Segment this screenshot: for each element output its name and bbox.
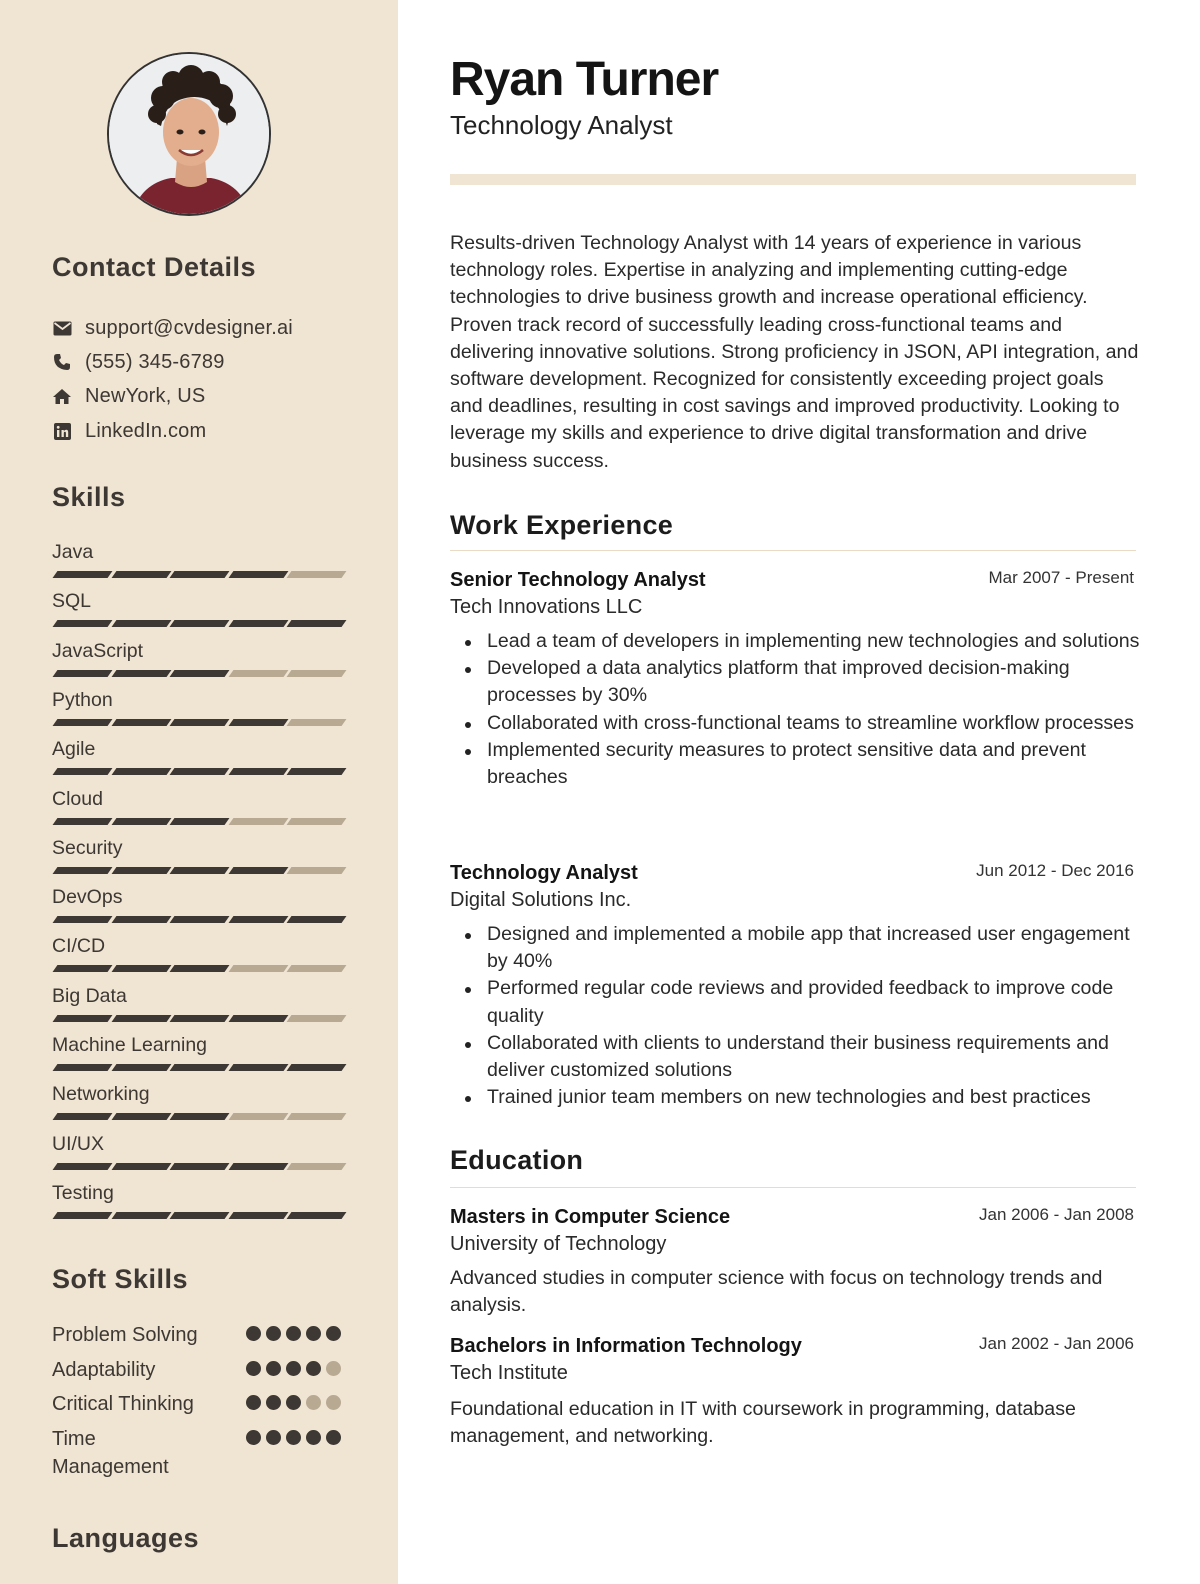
work-divider bbox=[450, 550, 1136, 551]
rating-dot-filled bbox=[286, 1395, 301, 1410]
skill-segment-empty bbox=[287, 1015, 347, 1022]
rating-dot-filled bbox=[246, 1430, 261, 1445]
skill-segment-empty bbox=[287, 571, 347, 578]
skill-segment-filled bbox=[53, 670, 113, 677]
skill-name: SQL bbox=[52, 590, 92, 612]
rating-dot-filled bbox=[286, 1361, 301, 1376]
skill-name: Python bbox=[52, 689, 113, 711]
job-bullets-2 bbox=[487, 921, 1147, 1111]
skill-segment-filled bbox=[111, 670, 171, 677]
rating-dot-filled bbox=[266, 1326, 281, 1341]
skill-item bbox=[52, 639, 346, 663]
skill-item bbox=[52, 589, 346, 613]
degree-description-1: Advanced studies in computer science with focus on technology trends and analysis. bbox=[450, 1267, 1103, 1317]
soft-skills-heading: Soft Skills bbox=[52, 1264, 189, 1294]
skill-segment-filled bbox=[170, 1064, 230, 1071]
skill-segment-filled bbox=[111, 1064, 171, 1071]
degree-title-2: Bachelors in Information Technology bbox=[450, 1335, 802, 1357]
skill-segment-filled bbox=[170, 965, 230, 972]
skill-segment-filled bbox=[170, 818, 230, 825]
sidebar bbox=[0, 0, 398, 1584]
job-title-2: Technology Analyst bbox=[450, 862, 638, 884]
skill-segment-filled bbox=[170, 620, 230, 627]
home-icon bbox=[52, 386, 72, 406]
skill-segment-filled bbox=[111, 768, 171, 775]
job-bullet: Trained junior team members on new technologies and best practices bbox=[487, 1084, 1147, 1111]
rating-dot-filled bbox=[286, 1430, 301, 1445]
soft-skill-item bbox=[52, 1390, 346, 1418]
contact-linkedin[interactable] bbox=[52, 418, 206, 444]
contact-linkedin-text: LinkedIn.com bbox=[85, 419, 207, 442]
skill-segment-filled bbox=[170, 768, 230, 775]
rating-dot-filled bbox=[326, 1430, 341, 1445]
envelope-icon bbox=[52, 318, 72, 338]
skill-segment-filled bbox=[228, 1212, 288, 1219]
rating-dot-filled bbox=[266, 1361, 281, 1376]
skill-rating-bar bbox=[52, 1163, 344, 1170]
candidate-name: Ryan Turner bbox=[450, 53, 719, 106]
candidate-title: Technology Analyst bbox=[450, 110, 673, 140]
skill-name: UI/UX bbox=[52, 1133, 105, 1155]
skill-name: Networking bbox=[52, 1083, 150, 1105]
skill-rating-bar bbox=[52, 818, 344, 825]
skill-item bbox=[52, 885, 346, 909]
skill-rating-bar bbox=[52, 670, 344, 677]
profile-photo bbox=[107, 52, 271, 216]
skill-segment-empty bbox=[228, 965, 288, 972]
contact-phone[interactable] bbox=[52, 349, 225, 375]
soft-skill-item bbox=[52, 1356, 346, 1384]
languages-heading: Languages bbox=[52, 1523, 200, 1553]
skill-name: Big Data bbox=[52, 985, 127, 1007]
skill-name: CI/CD bbox=[52, 935, 106, 957]
skill-segment-filled bbox=[53, 719, 113, 726]
job-date-2: Jun 2012 - Dec 2016 bbox=[976, 861, 1134, 880]
skill-segment-empty bbox=[287, 719, 347, 726]
soft-skill-item bbox=[52, 1425, 346, 1481]
skill-segment-filled bbox=[111, 1113, 171, 1120]
skill-segment-filled bbox=[53, 916, 113, 923]
job-bullet: Lead a team of developers in implementing new technologies and solutions bbox=[487, 628, 1147, 655]
skill-segment-filled bbox=[111, 719, 171, 726]
skill-segment-filled bbox=[228, 1064, 288, 1071]
rating-dot-filled bbox=[266, 1430, 281, 1445]
skill-name: Agile bbox=[52, 738, 96, 760]
skill-segment-filled bbox=[53, 1163, 113, 1170]
soft-skill-name: Time Management bbox=[52, 1428, 169, 1478]
degree-school-1: University of Technology bbox=[450, 1233, 667, 1255]
skill-item bbox=[52, 688, 346, 712]
skill-segment-empty bbox=[228, 818, 288, 825]
skill-segment-empty bbox=[287, 965, 347, 972]
job-bullet: Collaborated with clients to understand their business requirements and deliver customized solutions bbox=[487, 1030, 1147, 1084]
skill-segment-empty bbox=[287, 1163, 347, 1170]
skill-name: Testing bbox=[52, 1182, 114, 1204]
skill-segment-filled bbox=[170, 1163, 230, 1170]
skill-segment-filled bbox=[53, 1113, 113, 1120]
skill-segment-filled bbox=[53, 768, 113, 775]
skill-rating-bar bbox=[52, 620, 344, 627]
contact-email[interactable] bbox=[52, 315, 293, 341]
rating-dot-filled bbox=[306, 1430, 321, 1445]
skill-segment-filled bbox=[228, 1163, 288, 1170]
skill-segment-filled bbox=[170, 719, 230, 726]
rating-dot-filled bbox=[266, 1395, 281, 1410]
skill-segment-filled bbox=[111, 1212, 171, 1219]
skill-segment-filled bbox=[228, 571, 288, 578]
skill-item bbox=[52, 984, 346, 1008]
job-company-1: Tech Innovations LLC bbox=[450, 596, 643, 618]
rating-dot-filled bbox=[286, 1326, 301, 1341]
skill-item bbox=[52, 540, 346, 564]
skill-item bbox=[52, 1082, 346, 1106]
contact-location bbox=[52, 383, 205, 409]
skill-segment-filled bbox=[170, 1015, 230, 1022]
soft-skill-item bbox=[52, 1321, 346, 1349]
rating-dot-filled bbox=[306, 1326, 321, 1341]
skill-name: Machine Learning bbox=[52, 1034, 208, 1056]
skill-segment-filled bbox=[53, 1015, 113, 1022]
skill-name: JavaScript bbox=[52, 640, 144, 662]
rating-dot-empty bbox=[326, 1395, 341, 1410]
soft-skill-rating bbox=[246, 1430, 346, 1445]
job-bullet: Collaborated with cross-functional teams to streamline workflow processes bbox=[487, 710, 1147, 737]
skill-segment-filled bbox=[228, 768, 288, 775]
rating-dot-filled bbox=[326, 1326, 341, 1341]
soft-skill-name: Adaptability bbox=[52, 1359, 156, 1381]
skill-rating-bar bbox=[52, 1113, 344, 1120]
skill-segment-filled bbox=[53, 1064, 113, 1071]
rating-dot-filled bbox=[246, 1361, 261, 1376]
job-bullets-1 bbox=[487, 628, 1147, 791]
contact-phone-text: (555) 345-6789 bbox=[85, 350, 225, 373]
skill-item bbox=[52, 1132, 346, 1156]
contact-email-text: support@cvdesigner.ai bbox=[85, 316, 293, 339]
skill-segment-filled bbox=[53, 1212, 113, 1219]
skill-rating-bar bbox=[52, 1064, 344, 1071]
skill-segment-filled bbox=[170, 670, 230, 677]
skill-rating-bar bbox=[52, 965, 344, 972]
education-divider bbox=[450, 1187, 1136, 1188]
skill-segment-filled bbox=[228, 867, 288, 874]
skills-heading: Skills bbox=[52, 482, 126, 512]
skill-segment-filled bbox=[111, 867, 171, 874]
skill-segment-filled bbox=[53, 620, 113, 627]
soft-skill-rating bbox=[246, 1395, 346, 1410]
skill-name: Java bbox=[52, 541, 94, 563]
contact-heading: Contact Details bbox=[52, 252, 257, 282]
skill-rating-bar bbox=[52, 571, 344, 578]
skill-segment-filled bbox=[111, 1015, 171, 1022]
skill-segment-filled bbox=[228, 916, 288, 923]
skill-segment-empty bbox=[228, 1113, 288, 1120]
soft-skill-name: Problem Solving bbox=[52, 1324, 198, 1346]
skill-segment-filled bbox=[111, 1163, 171, 1170]
job-bullet: Designed and implemented a mobile app that increased user engagement by 40% bbox=[487, 921, 1147, 975]
header-divider bbox=[450, 174, 1136, 185]
work-experience-heading: Work Experience bbox=[450, 510, 674, 540]
skill-segment-filled bbox=[111, 571, 171, 578]
skill-segment-filled bbox=[170, 1113, 230, 1120]
contact-location-text: NewYork, US bbox=[85, 384, 206, 407]
skill-segment-filled bbox=[287, 620, 347, 627]
job-bullet: Performed regular code reviews and provided feedback to improve code quality bbox=[487, 975, 1147, 1029]
skill-segment-filled bbox=[170, 1212, 230, 1219]
skill-rating-bar bbox=[52, 1212, 344, 1219]
skill-segment-filled bbox=[111, 620, 171, 627]
skill-name: Security bbox=[52, 837, 123, 859]
degree-description-2: Foundational education in IT with coursework in programming, database management, and networking. bbox=[450, 1398, 1076, 1448]
rating-dot-filled bbox=[246, 1395, 261, 1410]
skill-item bbox=[52, 934, 346, 958]
skill-segment-filled bbox=[287, 1064, 347, 1071]
skill-segment-filled bbox=[228, 1015, 288, 1022]
skill-segment-filled bbox=[111, 965, 171, 972]
skill-segment-filled bbox=[228, 620, 288, 627]
skill-item bbox=[52, 836, 346, 860]
skill-segment-filled bbox=[53, 867, 113, 874]
skill-rating-bar bbox=[52, 1015, 344, 1022]
education-heading: Education bbox=[450, 1145, 584, 1175]
skill-item bbox=[52, 787, 346, 811]
job-bullet: Implemented security measures to protect sensitive data and prevent breaches bbox=[487, 737, 1147, 791]
skill-rating-bar bbox=[52, 768, 344, 775]
skill-item bbox=[52, 1181, 346, 1205]
skill-segment-empty bbox=[287, 1113, 347, 1120]
degree-date-1: Jan 2006 - Jan 2008 bbox=[978, 1205, 1134, 1224]
skill-segment-filled bbox=[170, 867, 230, 874]
skill-segment-filled bbox=[170, 571, 230, 578]
soft-skill-name: Critical Thinking bbox=[52, 1393, 194, 1415]
skill-segment-filled bbox=[287, 768, 347, 775]
skill-segment-empty bbox=[287, 670, 347, 677]
skill-segment-empty bbox=[287, 867, 347, 874]
skill-segment-filled bbox=[53, 818, 113, 825]
skill-rating-bar bbox=[52, 719, 344, 726]
job-title-1: Senior Technology Analyst bbox=[450, 569, 706, 591]
skill-segment-filled bbox=[111, 916, 171, 923]
skill-segment-filled bbox=[287, 916, 347, 923]
job-date-1: Mar 2007 - Present bbox=[988, 568, 1134, 587]
skill-name: DevOps bbox=[52, 886, 123, 908]
skill-rating-bar bbox=[52, 916, 344, 923]
phone-icon bbox=[52, 352, 72, 372]
skill-segment-filled bbox=[228, 719, 288, 726]
rating-dot-empty bbox=[306, 1395, 321, 1410]
job-company-2: Digital Solutions Inc. bbox=[450, 889, 632, 911]
rating-dot-filled bbox=[246, 1326, 261, 1341]
skill-segment-empty bbox=[228, 670, 288, 677]
profile-summary: Results-driven Technology Analyst with 14 years of experience in various technology roles. Expertise in analyzing and implementing cutting-edge technologies to drive business growth and increase operational efficiency. Proven track record of successfully leading cross-functional teams and delivering innovative solutions. Strong proficiency in JSON, API integration, and software development. Recognized for consistently exceeding project goals and deadlines, resulting in cost savings and improved productivity. Looking to leverage my skills and experience to drive digital transformation and drive business success. bbox=[450, 232, 1139, 472]
skill-name: Cloud bbox=[52, 788, 103, 810]
skill-segment-empty bbox=[287, 818, 347, 825]
linkedin-icon bbox=[52, 421, 72, 441]
skill-item bbox=[52, 737, 346, 761]
skill-segment-filled bbox=[170, 916, 230, 923]
skill-rating-bar bbox=[52, 867, 344, 874]
job-bullet: Developed a data analytics platform that improved decision-making processes by 30% bbox=[487, 655, 1147, 709]
rating-dot-empty bbox=[326, 1361, 341, 1376]
skill-segment-filled bbox=[53, 571, 113, 578]
skill-item bbox=[52, 1033, 346, 1057]
skill-segment-filled bbox=[53, 965, 113, 972]
rating-dot-filled bbox=[306, 1361, 321, 1376]
skill-segment-filled bbox=[111, 818, 171, 825]
degree-date-2: Jan 2002 - Jan 2006 bbox=[978, 1334, 1134, 1353]
degree-title-1: Masters in Computer Science bbox=[450, 1206, 731, 1228]
degree-school-2: Tech Institute bbox=[450, 1362, 568, 1384]
skill-segment-filled bbox=[287, 1212, 347, 1219]
soft-skill-rating bbox=[246, 1361, 346, 1376]
soft-skill-rating bbox=[246, 1326, 346, 1341]
